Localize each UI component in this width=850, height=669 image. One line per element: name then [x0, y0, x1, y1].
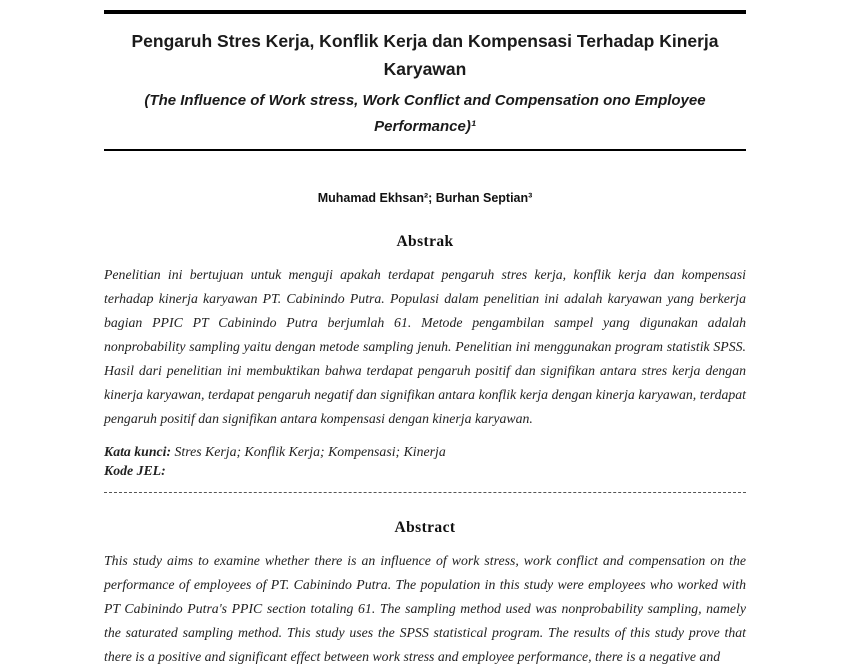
paper-page — [104, 0, 746, 669]
abstrak-body: Penelitian ini bertujuan untuk menguji apakah terdapat pengaruh stres kerja, konflik kerja dan kompensasi terhadap kinerja karyawan PT. Cabinindo Putra. Populasi dalam penelitian ini adalah karyawan yang berkerja bagian PPIC PT Cabinindo Putra berjumlah 61. Metode pengambilan sampel yang digunakan adalah nonprobability sampling yaitu dengan metode sampling jenuh. Penelitian ini menggunakan program statistik SPSS. Hasil dari penelitian ini membuktikan bahwa terdapat pengaruh positif dan signifikan antara stres kerja dengan kinerja karyawan, terdapat pengaruh negatif dan signifikan antara konflik kerja dengan kinerja karyawan, terdapat pengaruh positif dan signifikan antara kompensasi dengan kinerja karyawan. — [104, 267, 746, 426]
title-divider-rule — [104, 149, 746, 151]
keywords-label: Kata kunci: — [104, 444, 172, 459]
kode-jel-label: Kode JEL: — [104, 463, 166, 478]
paper-subtitle: (The Influence of Work stress, Work Conflict and Compensation ono Employee Performance)¹ — [144, 92, 706, 135]
dashed-separator — [104, 492, 746, 493]
top-rule — [104, 10, 746, 14]
abstrak-heading: Abstrak — [396, 233, 454, 250]
authors-line: Muhamad Ekhsan²; Burhan Septian³ — [317, 191, 533, 205]
paper-title: Pengaruh Stres Kerja, Konflik Kerja dan Kompensasi Terhadap Kinerja Karyawan — [131, 31, 719, 79]
abstract-heading: Abstract — [394, 519, 456, 536]
abstract-body: This study aims to examine whether there is an influence of work stress, work conflict and compensation on the performance of employees of PT. Cabinindo Putra. The population in this study were employees who worked with PT Cabinindo Putra's PPIC section totaling 61. The sampling method used was nonprobability sampling, namely the saturated sampling method. This study uses the SPSS statistical program. The results of this study prove that there is a positive and significant effect between work stress and employee performance, there is a negative and — [104, 553, 746, 664]
keywords-line — [104, 442, 746, 461]
keywords-value: Stres Kerja; Konflik Kerja; Kompensasi; Kinerja — [174, 444, 446, 459]
kode-jel-line — [104, 461, 746, 480]
